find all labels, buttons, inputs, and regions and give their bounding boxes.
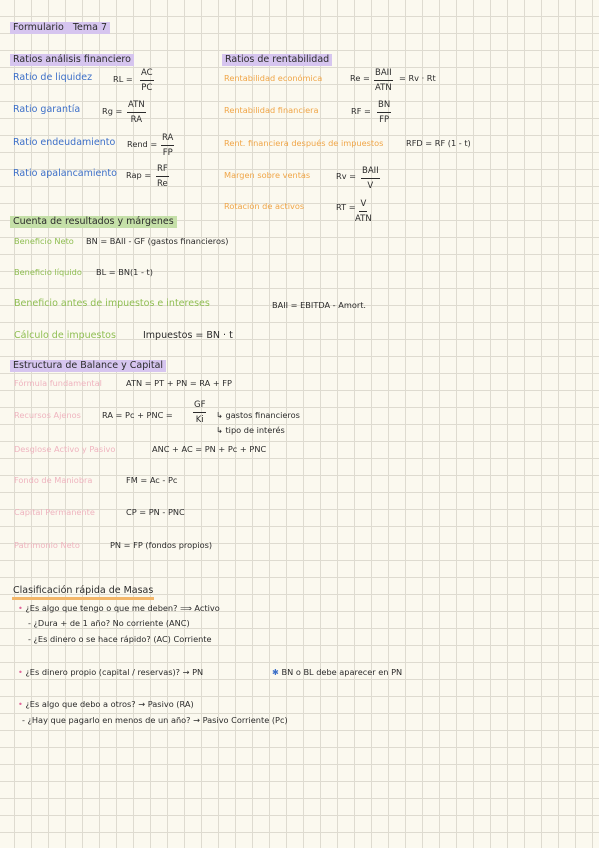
balance-heading: Estructura de Balance y Capital — [10, 360, 166, 372]
ajenos-fraction — [193, 400, 206, 426]
bullet-icon: • — [18, 667, 23, 677]
apalancamiento-fraction — [156, 164, 169, 190]
rotacion-fraction — [355, 199, 372, 225]
fundamental-label: Fórmula fundamental — [14, 378, 102, 388]
liquido-label: Beneficio líquido — [14, 267, 82, 277]
liquidez-lhs: RL = — [113, 74, 133, 84]
garantia-label: Ratio garantía — [13, 104, 81, 115]
bullet-icon: • — [18, 603, 23, 613]
ajenos-label: Recursos Ajenos — [14, 410, 81, 420]
profitability-heading: Ratios de rentabilidad — [222, 54, 332, 66]
garantia-lhs: Rg = — [102, 106, 123, 116]
margen-den: V — [367, 181, 374, 191]
rotacion-lhs: RT = — [336, 202, 356, 212]
capital-label: Capital Permanente — [14, 507, 95, 517]
garantia-num: ATN — [127, 100, 146, 113]
rotacion-num: V — [359, 199, 367, 212]
endeudamiento-num: RA — [161, 133, 174, 146]
classification-heading: Clasificación rápida de Masas — [12, 585, 154, 600]
ajenos-lhs: RA = Pc + PNC = — [102, 410, 173, 420]
fondo-formula: FM = Ac - Pc — [126, 475, 178, 485]
economica-rhs: = Rv · Rt — [399, 73, 436, 83]
margen-fraction — [361, 166, 380, 192]
financiera-num: BN — [377, 100, 391, 113]
apalancamiento-den: Re — [157, 179, 168, 189]
financiera-lhs: RF = — [351, 106, 371, 116]
margen-label: Margen sobre ventas — [224, 170, 311, 180]
liquidez-label: Ratio de liquidez — [13, 72, 93, 83]
garantia-fraction — [127, 100, 146, 126]
despues-formula: RFD = RF (1 - t) — [406, 138, 471, 148]
margen-num: BAII — [361, 166, 380, 179]
capital-formula: CP = PN - PNC — [126, 507, 185, 517]
apalancamiento-label: Ratio apalancamiento — [13, 168, 117, 179]
liquidez-num: AC — [140, 68, 154, 81]
rotacion-den: ATN — [355, 214, 372, 224]
results-heading: Cuenta de resultados y márgenes — [10, 216, 177, 228]
economica-label: Rentabilidad económica — [224, 73, 323, 83]
neto-label: Beneficio Neto — [14, 236, 74, 246]
liquidez-den: PC — [141, 83, 153, 93]
financial-heading: Ratios análisis financiero — [10, 54, 134, 66]
margen-lhs: Rv = — [336, 171, 356, 181]
endeudamiento-lhs: Rend = — [127, 139, 158, 149]
garantia-den: RA — [130, 115, 143, 125]
economica-lhs: Re = — [350, 73, 370, 83]
q3-item — [18, 698, 194, 710]
financiera-fraction — [377, 100, 391, 126]
antes-label: Beneficio antes de impuestos e intereses — [14, 298, 210, 309]
liquidez-fraction — [140, 68, 154, 94]
economica-den: ATN — [374, 83, 392, 93]
endeudamiento-den: FP — [162, 148, 173, 158]
q3a-text: - ¿Hay que pagarlo en menos de un año? → Pasivo Corriente (Pc) — [22, 715, 288, 725]
page-topic: Tema 7 — [72, 22, 108, 33]
antes-formula: BAII = EBITDA - Amort. — [272, 300, 367, 310]
patrimonio-formula: PN = FP (fondos propios) — [110, 540, 213, 550]
bullet-icon: • — [18, 699, 23, 709]
apalancamiento-num: RF — [156, 164, 169, 177]
financiera-den: FP — [379, 115, 390, 125]
fondo-label: Fondo de Maniobra — [14, 475, 93, 485]
q3-text: ¿Es algo que debo a otros? → Pasivo (RA) — [25, 699, 194, 709]
q2-note-text: BN o BL debe aparecer en PN — [281, 667, 403, 677]
q1-text: ¿Es algo que tengo o que me deben? ⟹ Activo — [25, 603, 220, 613]
q1a-text: - ¿Dura + de 1 año? No corriente (ANC) — [28, 618, 190, 628]
ajenos-note2: ↳ tipo de interés — [216, 425, 285, 435]
apalancamiento-lhs: Rap = — [126, 170, 152, 180]
economica-fraction — [374, 68, 393, 94]
financiera-label: Rentabilidad financiera — [224, 105, 319, 115]
rotacion-label: Rotación de activos — [224, 201, 305, 211]
fundamental-formula: ATN = PT + PN = RA + FP — [126, 378, 232, 388]
desglose-label: Desglose Activo y Pasivo — [14, 444, 116, 454]
q1-item — [18, 602, 220, 614]
calculo-label: Cálculo de impuestos — [14, 330, 116, 341]
neto-formula: BN = BAII - GF (gastos financieros) — [86, 236, 229, 246]
patrimonio-label: Patrimonio Neto — [14, 540, 80, 550]
liquido-formula: BL = BN(1 - t) — [96, 267, 153, 277]
despues-label: Rent. financiera después de impuestos — [224, 138, 384, 148]
q2-item — [18, 666, 203, 678]
desglose-formula: ANC + AC = PN + Pc + PNC — [152, 444, 267, 454]
ajenos-note1: ↳ gastos financieros — [216, 410, 300, 420]
ajenos-num: GF — [193, 400, 206, 413]
q2-note — [272, 666, 402, 678]
calculo-formula: Impuestos = BN · t — [143, 330, 233, 341]
star-icon: ✱ — [272, 667, 279, 677]
endeudamiento-label: Ratio endeudamiento — [13, 137, 116, 148]
page-title: Formulario — [13, 22, 64, 33]
q2-text: ¿Es dinero propio (capital / reservas)? → PN — [25, 667, 204, 677]
q1b-text: - ¿Es dinero o se hace rápido? (AC) Corriente — [28, 634, 212, 644]
endeudamiento-fraction — [161, 133, 174, 159]
ajenos-den: Ki — [195, 415, 204, 425]
header-title-block — [10, 22, 110, 34]
economica-num: BAII — [374, 68, 393, 81]
